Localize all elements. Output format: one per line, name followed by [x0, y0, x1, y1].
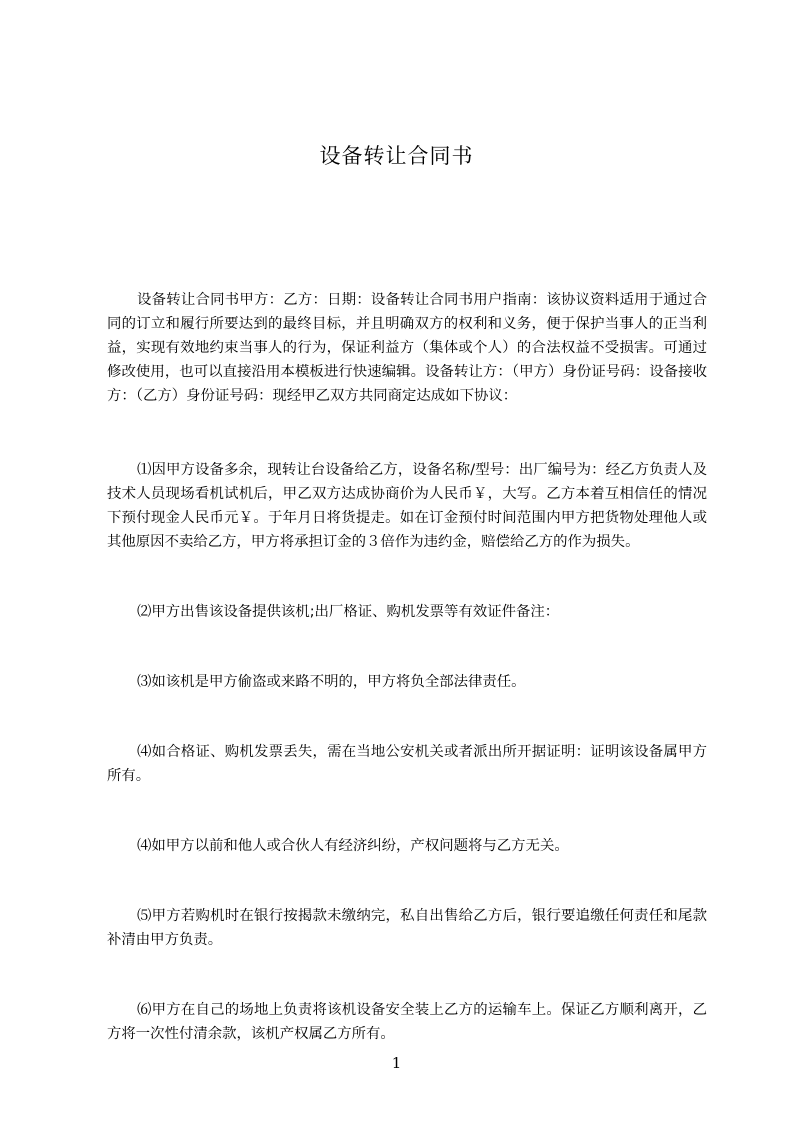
clause-4-paragraph: ⑷如合格证、购机发票丢失，需在当地公安机关或者派出所开据证明：证明该设备属甲方所有。	[107, 744, 707, 784]
document-body	[107, 288, 707, 1046]
clause-4b-paragraph: ⑷如甲方以前和他人或合伙人有经济纠纷，产权问题将与乙方无关。	[137, 838, 569, 854]
clause-5-paragraph: ⑸甲方若购机时在银行按揭款未缴纳完，私自出售给乙方后，银行要追缴任何责任和尾款补清由甲方负责。	[107, 908, 707, 948]
clause-6-paragraph: ⑹甲方在自己的场地上负责将该机设备安全装上乙方的运输车上。保证乙方顺利离开，乙方将一次性付清余款，该机产权属乙方所有。	[107, 1002, 707, 1042]
page-number: 1	[391, 1054, 402, 1072]
clause-1-paragraph: ⑴因甲方设备多余，现转让台设备给乙方，设备名称/型号：出厂编号为：经乙方负责人及技术人员现场看机试机后，甲乙双方达成协商价为人民币￥，大写。乙方本着互相信任的情况下预付现金人民币元￥。于年月日将货提走。如在订金预付时间范围内甲方把货物处理他人或其他原因不卖给乙方，甲方将承担订金的３倍作为违约金，赔偿给乙方的作为损失。	[107, 462, 707, 550]
clause-2-paragraph: ⑵甲方出售该设备提供该机;出厂格证、购机发票等有效证件备注：	[137, 604, 560, 620]
intro-paragraph: 设备转让合同书甲方：乙方：日期：设备转让合同书用户指南：该协议资料适用于通过合同的订立和履行所要达到的最终目标，并且明确双方的权利和义务，便于保护当事人的正当利益，实现有效地约束当事人的行为，保证利益方（集体或个人）的合法权益不受损害。可通过修改使用，也可以直接沿用本模板进行快速编辑。设备转让方：（甲方）身份证号码：设备接收方：（乙方）身份证号码：现经甲乙双方共同商定达成如下协议：	[107, 292, 707, 404]
document-title: 设备转让合同书	[319, 144, 474, 168]
clause-3-paragraph: ⑶如该机是甲方偷盗或来路不明的，甲方将负全部法律责任。	[137, 674, 526, 690]
